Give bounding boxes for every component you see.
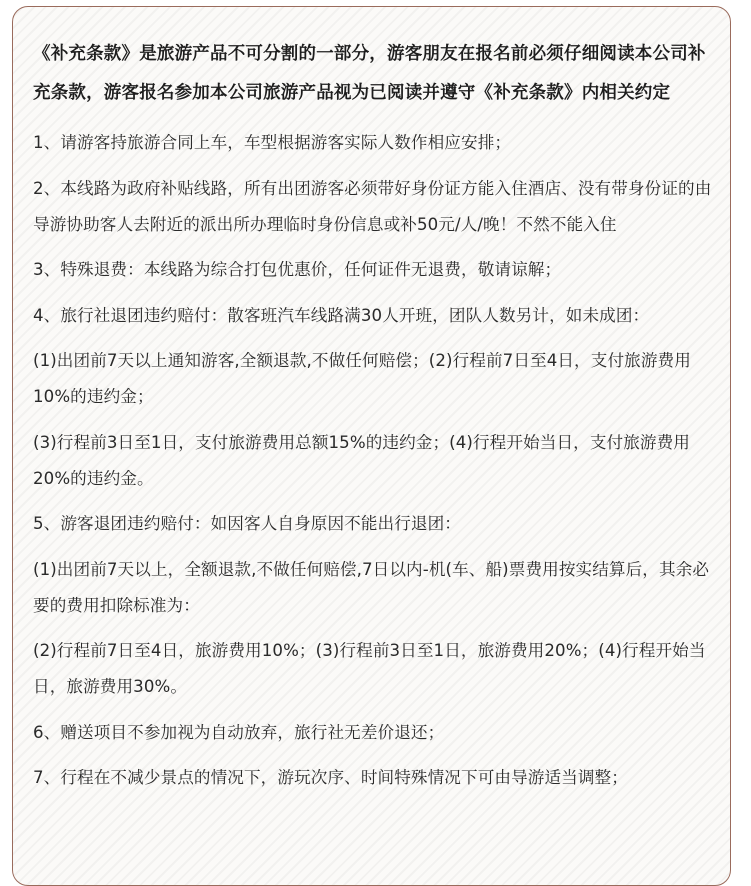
terms-item-7: 7、行程在不减少景点的情况下，游玩次序、时间特殊情况下可由导游适当调整； bbox=[33, 768, 628, 787]
terms-item-5-1: (1)出团前7天以上，全额退款,不做任何赔偿,7日以内-机(车、船)票费用按实结算后，其余必要的费用扣除标准为： bbox=[33, 559, 710, 615]
terms-card bbox=[12, 6, 731, 886]
terms-item-3: 3、特殊退费：本线路为综合打包优惠价，任何证件无退费，敬请谅解； bbox=[33, 260, 562, 279]
terms-intro: 《补充条款》是旅游产品不可分割的一部分，游客朋友在报名前必须仔细阅读本公司补充条款，游客报名参加本公司旅游产品视为已阅读并遵守《补充条款》内相关约定 bbox=[33, 44, 706, 103]
terms-item-5: 5、游客退团违约赔付：如因客人自身原因不能出行退团： bbox=[33, 514, 461, 533]
terms-item-1: 1、请游客持旅游合同上车，车型根据游客实际人数作相应安排； bbox=[33, 133, 512, 152]
terms-item-4-1: (1)出团前7天以上通知游客,全额退款,不做任何赔偿；(2)行程前7日至4日，支付旅游费用10%的违约金； bbox=[33, 351, 691, 406]
terms-content bbox=[33, 35, 717, 806]
terms-item-4: 4、旅行社退团违约赔付：散客班汽车线路满30人开班，团队人数另计，如未成团： bbox=[33, 305, 650, 325]
terms-item-2: 2、本线路为政府补贴线路，所有出团游客必须带好身份证方能入住酒店、没有带身份证的由导游协助客人去附近的派出所办理临时身份信息或补50元/人/晚！不然不能入住 bbox=[33, 178, 712, 234]
terms-item-5-2: (2)行程前7日至4日，旅游费用10%；(3)行程前3日至1日，旅游费用20%；(4)行程开始当日，旅游费用30%。 bbox=[33, 641, 706, 696]
terms-item-4-2: (3)行程前3日至1日，支付旅游费用总额15%的违约金；(4)行程开始当日，支付旅游费用20%的违约金。 bbox=[33, 432, 690, 488]
terms-item-6: 6、赠送项目不参加视为自动放弃，旅行社无差价退还； bbox=[33, 722, 445, 742]
